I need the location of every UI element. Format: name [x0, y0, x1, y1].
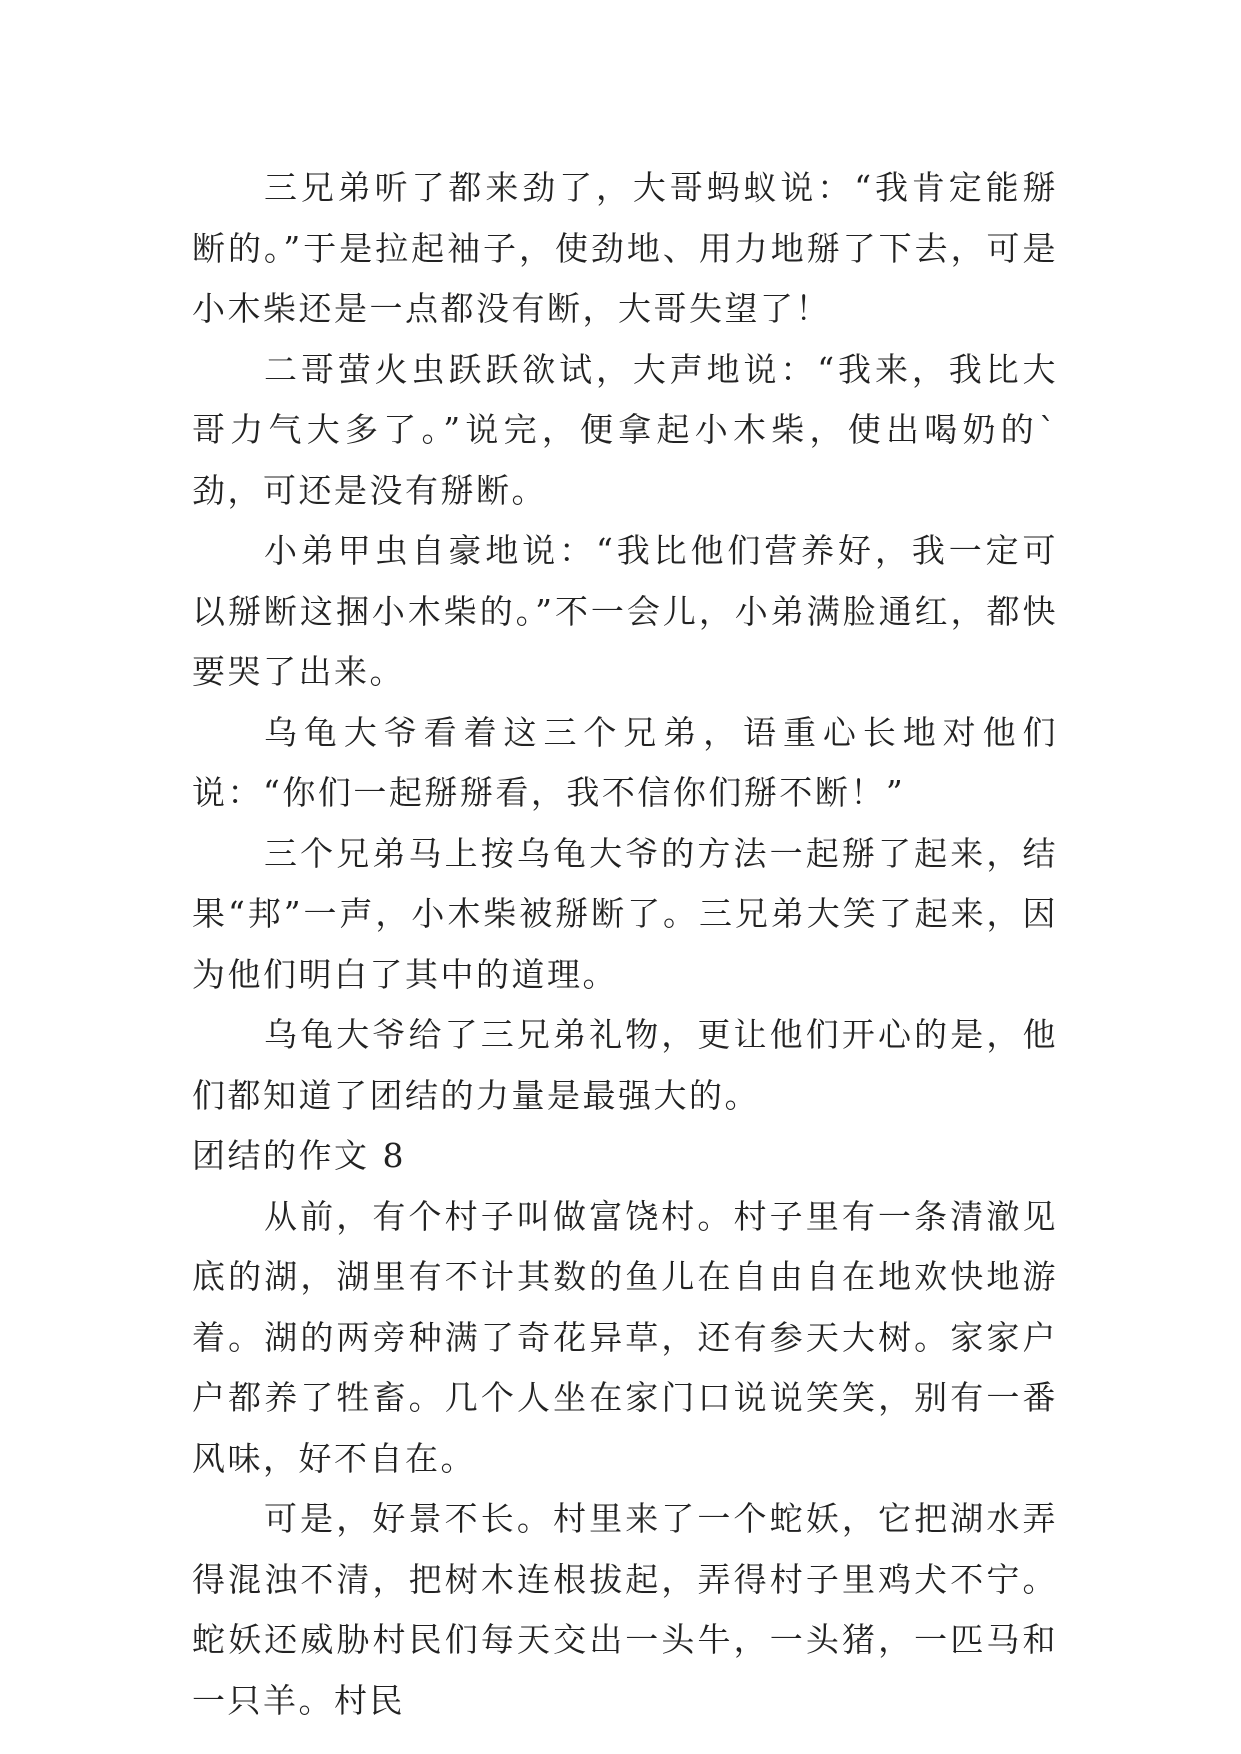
paragraph: 从前，有个村子叫做富饶村。村子里有一条清澈见底的湖，湖里有不计其数的鱼儿在自由自在地欢快地游着。湖的两旁种满了奇花异草，还有参天大树。家家户户都养了牲畜。几个人坐在家门口说说笑笑，别有一番风味，好不自在。 [192, 1196, 1058, 1478]
paragraph: 乌龟大爷给了三兄弟礼物，更让他们开心的是，他们都知道了团结的力量是最强大的。 [192, 1015, 1058, 1115]
paragraph: 可是，好景不长。村里来了一个蛇妖，它把湖水弄得混浊不清，把树木连根拔起，弄得村子里鸡犬不宁。蛇妖还威胁村民们每天交出一头牛，一头猪，一匹马和一只羊。村民 [192, 1499, 1058, 1720]
paragraph: 小弟甲虫自豪地说：“我比他们营养好，我一定可以掰断这捆小木柴的。”不一会儿，小弟满脸通红，都快要哭了出来。 [192, 531, 1058, 691]
paragraph: 三个兄弟马上按乌龟大爷的方法一起掰了起来，结果“邦”一声，小木柴被掰断了。三兄弟大笑了起来，因为他们明白了其中的道理。 [192, 833, 1058, 994]
document-body [192, 158, 1058, 1731]
section-title: 团结的作文 8 [192, 1136, 406, 1175]
paragraph: 二哥萤火虫跃跃欲试，大声地说：“我来，我比大哥力气大多了。”说完，便拿起小木柴，使出喝奶的`劲，可还是没有掰断。 [192, 349, 1058, 510]
paragraph: 三兄弟听了都来劲了，大哥蚂蚁说：“我肯定能掰断的。”于是拉起袖子，使劲地、用力地掰了下去，可是小木柴还是一点都没有断，大哥失望了！ [192, 168, 1058, 328]
paragraph: 乌龟大爷看着这三个兄弟，语重心长地对他们说：“你们一起掰掰看，我不信你们掰不断！” [192, 712, 1058, 812]
